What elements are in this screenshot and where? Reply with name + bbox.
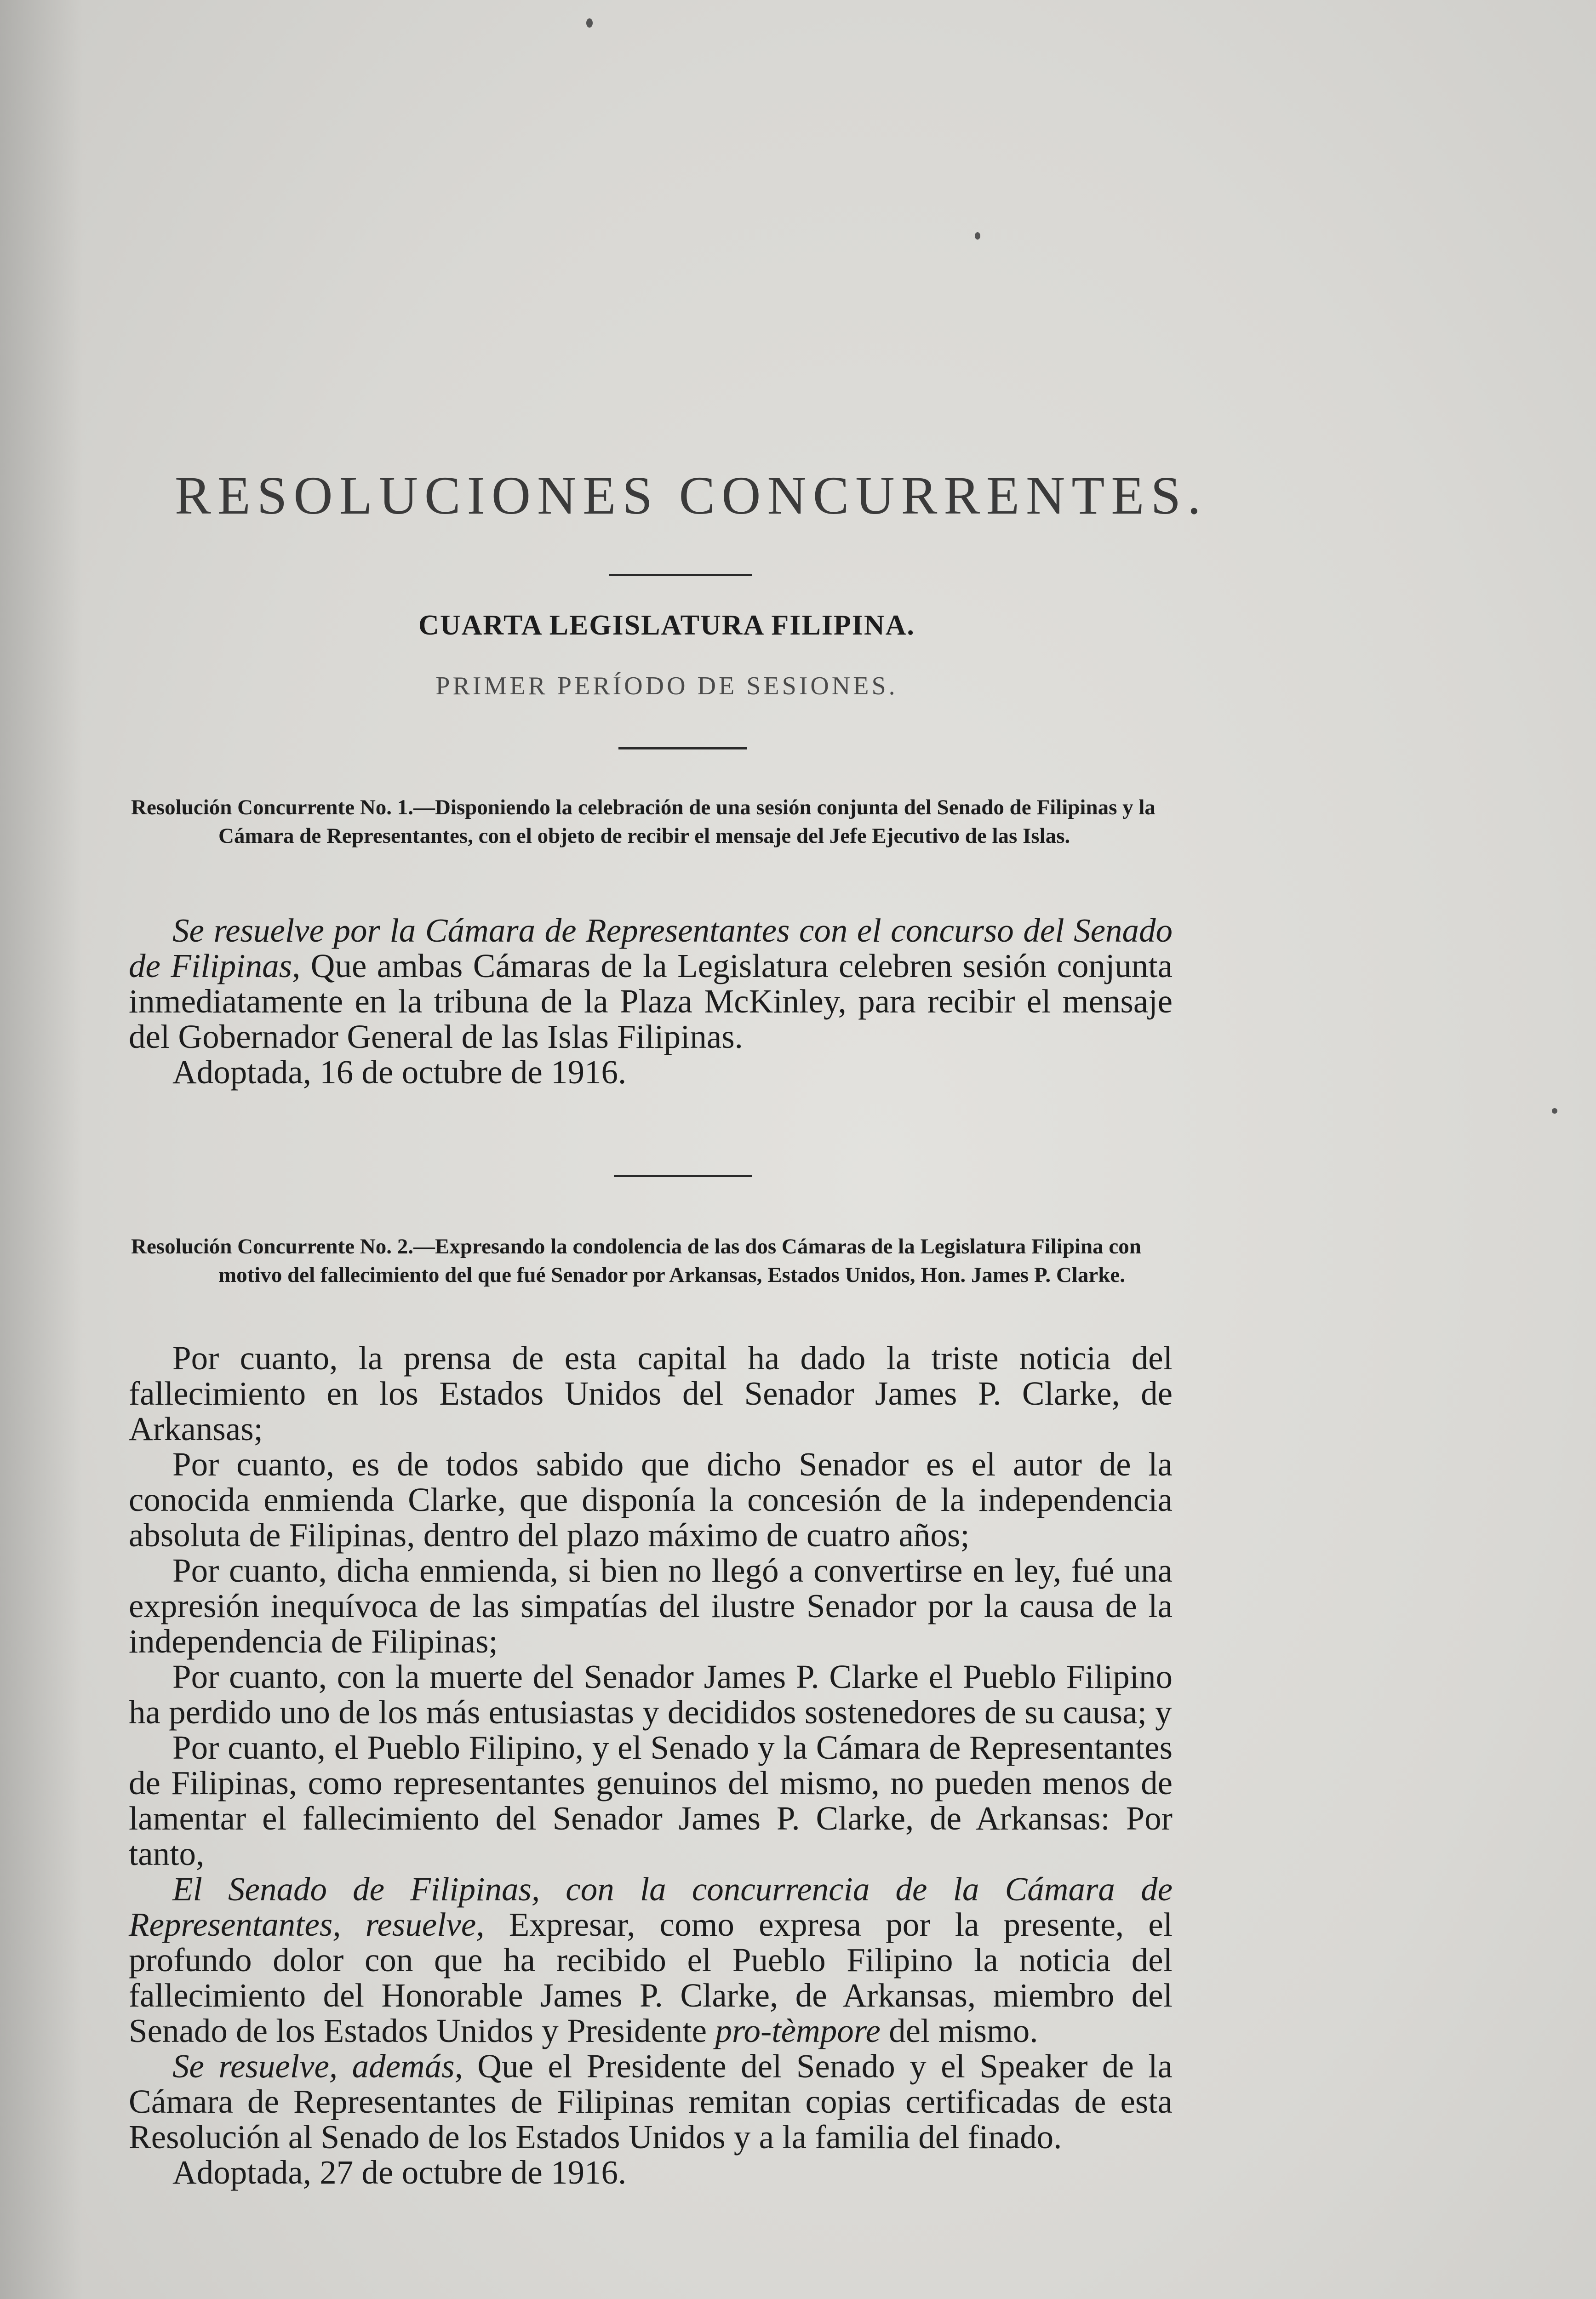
resolution-1-body: [129, 913, 1173, 1090]
resolution-2-p6-end: del mismo.: [880, 2012, 1038, 2049]
resolution-1-heading: [131, 793, 1170, 850]
resolution-2-p6-text: Expresar, como expresa por la presente, el profundo dolor con que ha recibido el Pueblo Filipino la noticia del fallecimiento del Honorable James P. Clarke, de Arkansas, miembro del Senado de los Estados Unidos y Presidente: [129, 1906, 1173, 2049]
resolution-2-paragraph-7: [129, 2048, 1173, 2155]
section-rule: [614, 1175, 752, 1177]
paper-speck: [1552, 1108, 1557, 1114]
resolution-2-paragraph-2: Por cuanto, es de todos sabido que dicho Senador es el autor de la conocida enmienda Clarke, que disponía la concesión de la independencia absoluta de Filipinas, dentro del plazo máximo de cuatro años;: [129, 1446, 1173, 1554]
resolution-1-paragraph: [129, 913, 1173, 1054]
paper-speck: [975, 232, 980, 240]
resolution-2-p7-italic-lead: Se resuelve, además,: [172, 2047, 463, 2085]
resolution-2-heading: [131, 1232, 1170, 1289]
paper-speck: [586, 18, 593, 28]
page-title: RESOLUCIONES CONCURRENTES.: [175, 465, 1207, 526]
resolution-1-text: Que ambas Cámaras de la Legislatura celebren sesión conjunta inmediatamente en la tribuna de la Plaza McKinley, para recibir el mensaje del Gobernador General de las Islas Filipinas.: [129, 947, 1173, 1055]
resolution-1-italic-lead: Se resuelve por la Cámara de Representantes con el concurso del Senado de Filipinas,: [129, 912, 1173, 984]
resolution-2-p7-text: Que el Presidente del Senado y el Speaker de la Cámara de Representantes de Filipinas remitan copias certificadas de esta Resolución al Senado de los Estados Unidos y a la familia del finado.: [129, 2047, 1173, 2156]
resolution-2-paragraph-3: Por cuanto, dicha enmienda, si bien no llegó a convertirse en ley, fué una expresión inequívoca de las simpatías del ilustre Senador por la causa de la independencia de Filipinas;: [129, 1552, 1173, 1660]
resolution-2-heading-text: Resolución Concurrente No. 2.—Expresando la condolencia de las dos Cámaras de la Legislatura Filipina con motivo del fallecimiento del que fué Senador por Arkansas, Estados Unidos, Hon. James P. Clarke.: [131, 1235, 1141, 1287]
resolution-2-adopted: Adoptada, 27 de octubre de 1916.: [172, 2154, 627, 2191]
legislature-heading: CUARTA LEGISLATURA FILIPINA.: [418, 610, 915, 641]
resolution-2-p6-italic-lead: El Senado de Filipinas, con la concurrencia de la Cámara de Representantes, resuelve,: [129, 1870, 1173, 1943]
resolution-2-paragraph-6: [129, 1871, 1173, 2048]
resolution-1-adopted: Adoptada, 16 de octubre de 1916.: [172, 1053, 627, 1091]
resolution-2-p6-italic-term: pro-tèmpore: [715, 2012, 881, 2049]
resolution-2-paragraph-1: Por cuanto, la prensa de esta capital ha dado la triste noticia del fallecimiento en los Estados Unidos del Senador James P. Clarke, de Arkansas;: [129, 1339, 1173, 1447]
resolution-2-paragraph-4: Por cuanto, con la muerte del Senador James P. Clarke el Pueblo Filipino ha perdido uno de los más entusiastas y decididos sostenedores de su causa; y: [129, 1658, 1173, 1731]
page-edge-shadow: [0, 0, 83, 2299]
session-heading: PRIMER PERÍODO DE SESIONES.: [435, 672, 898, 700]
title-rule: [609, 574, 752, 576]
resolution-2-paragraph-5: Por cuanto, el Pueblo Filipino, y el Senado y la Cámara de Representantes de Filipinas, como representantes genuinos del mismo, no pueden menos de lamentar el fallecimiento del Senador James P. Clarke, de Arkansas: Por tanto,: [129, 1729, 1173, 1872]
section-rule: [618, 747, 747, 749]
resolution-2-body: [129, 1340, 1173, 2190]
resolution-1-heading-text: Resolución Concurrente No. 1.—Disponiendo la celebración de una sesión conjunta del Senado de Filipinas y la Cámara de Representantes, con el objeto de recibir el mensaje del Jefe Ejecutivo de las Islas.: [131, 795, 1156, 848]
